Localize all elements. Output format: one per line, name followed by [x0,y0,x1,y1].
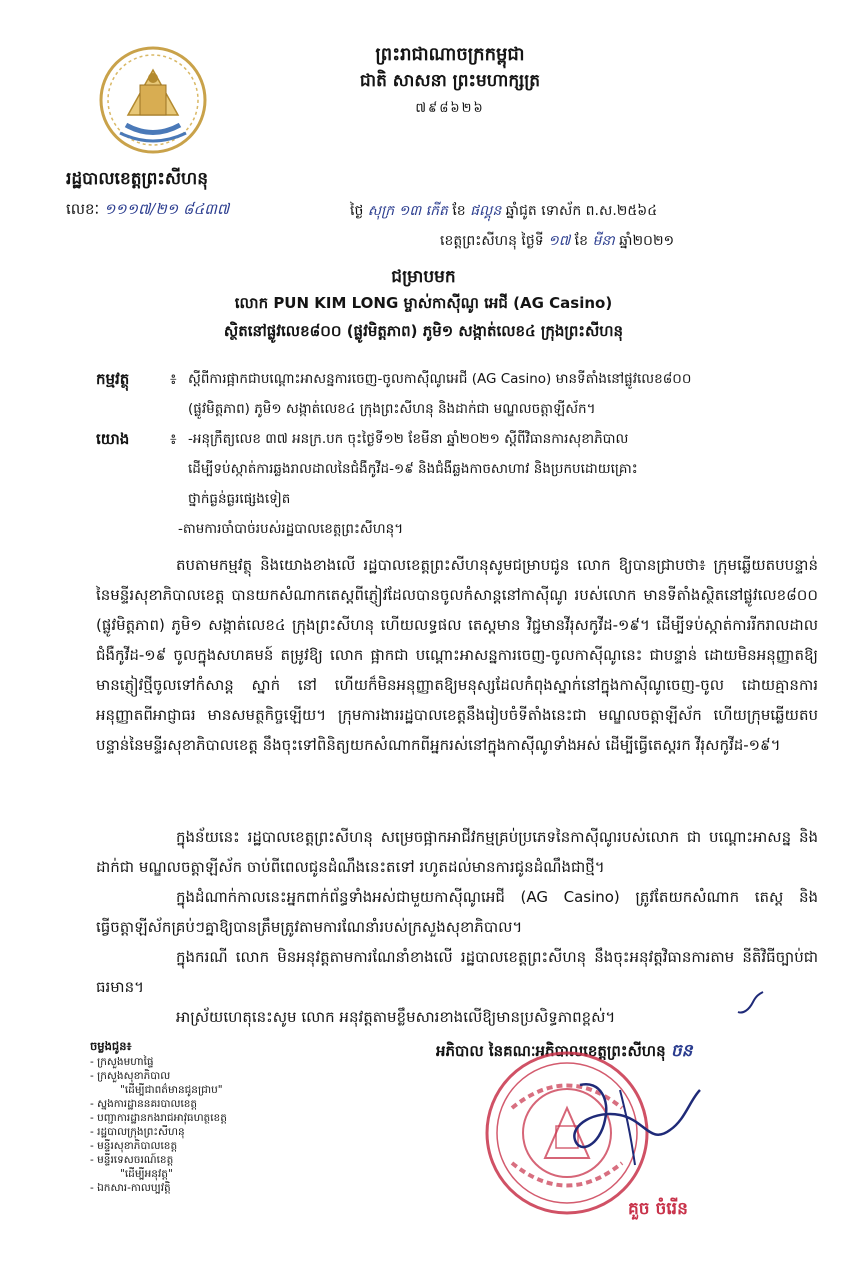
subject-line-2: (ផ្លូវមិត្តភាព) ភូមិ១ សង្កាត់លេខ៤ ក្រុងព្រះសីហនុ និងដាក់ជា មណ្ឌលចត្តាឡីស័ក។ [188,401,596,417]
motto-ornament: ៧៩៨៦២៦ [415,101,485,116]
lunar-day-handwritten: សុក្រ ១៣ កើត [367,203,448,219]
reference-line-1: -អនុក្រឹត្យលេខ ៣៧ អនក្រ.បក ចុះថ្ងៃទី១២ ខែមីនា ឆ្នាំ២០២១ ស្តីពីវិធានការសុខាភិបាល [188,431,629,447]
lunar-year: ឆ្នាំជូត ទោស័ក ព.ស.២៥៦៤ [505,203,658,219]
subject-label: កម្មវត្ថុ [96,370,130,388]
lunar-month-handwritten: ផល្គុន [470,203,502,219]
solar-date [440,231,674,252]
reference-line-3: ថ្នាក់ធ្ងន់ធ្ងរផ្សេងទៀត [188,491,291,507]
cc-heading: ចម្លងជូន៖ [90,1039,132,1053]
body-paragraph-2: ក្នុងន័យនេះ រដ្ឋបាលខេត្តព្រះសីហនុ សម្រេចផ្អាកអាជីវកម្មគ្រប់ប្រភេទនៃកាស៊ីណូរបស់លោក ជា បណ្តោះអាសន្ន និងដាក់ជា មណ្ឌលចត្តាឡីស័ក ចាប់ពីពេលជូនដំណឹងនេះតទៅ រហូតដល់មានការជូនដំណឹងជាថ្មី។ [96,828,818,876]
reference-line-4: -តាមការចាំបាច់របស់រដ្ឋបាលខេត្តព្រះសីហនុ។ [178,521,404,537]
solar-year: ឆ្នាំ២០២១ [619,233,675,249]
solar-prefix: ខេត្តព្រះសីហនុ ថ្ងៃទី [440,233,544,249]
solar-month-label: ខែ [574,233,588,249]
reference-number [66,200,229,222]
cc-item: - ក្រសួងសុខាភិបាល [90,1070,171,1082]
lunar-date [350,201,657,222]
cc-item-note: "ដើម្បីអនុវត្ត" [120,1168,173,1180]
paragraph-end-mark [735,990,765,1018]
lunar-month-label: ខែ [452,203,466,219]
cc-item-note: "ដើម្បីជាពត៌មានជូនជ្រាប" [120,1084,223,1096]
issuer-name: រដ្ឋបាលខេត្តព្រះសីហនុ [66,169,209,189]
solar-day-handwritten: ១៧ [548,233,571,249]
ref-number-handwritten: ១១១៧/២១ ៨៤៣៧ [103,200,230,218]
cc-item: - មន្ទីរសុខាភិបាលខេត្ត [90,1140,178,1152]
kingdom-title: ព្រះរាជាណាចក្រកម្ពុជា [375,44,525,65]
signer-name: គួច ចំរើន [628,1199,688,1219]
body-paragraph-1: តបតាមកម្មវត្ថុ និងយោងខាងលើ រដ្ឋបាលខេត្តព្រះសីហនុសូមជម្រាបជូន លោក ឱ្យបានជ្រាបថា៖ ក្រុមឆ្លើយតបបន្ទាន់ នៃមន្ទីរសុខាភិបាលខេត្ត បានយកសំណាកតេស្តពីភ្ញៀវដែលបានចូលកំសាន្តនៅកាស៊ីណូ របស់លោក មានទីតាំងស្ថិតនៅផ្លូវលេខ៨០០ (ផ្លូវមិត្តភាព) ភូមិ១ សង្កាត់លេខ៤ ក្រុងព្រះសីហនុ ហើយលទ្ធផល តេស្តមាន វិជ្ជមានវីរុសកូវីដ-១៩។ ដើម្បីទប់ស្កាត់ការរីករាលដាលជំងឺកូវីដ-១៩ ចូលក្នុងសហគមន៍ តម្រូវឱ្យ លោក ផ្អាកជា បណ្តោះអាសន្នការចេញ-ចូលកាស៊ីណូនេះ ជាបន្ទាន់ ដោយមិនអនុញ្ញាតឱ្យមានភ្ញៀវថ្មីចូលទៅកំសាន្ត ស្នាក់ នៅ ហើយក៏មិនអនុញ្ញាតឱ្យមនុស្សដែលកំពុងស្នាក់នៅក្នុងកាស៊ីណូចេញ-ចូល ដោយគ្មានការអនុញ្ញាតពីអាជ្ញាធរ មានសមត្ថកិច្ចឡើយ។ ក្រុមការងាររដ្ឋបាលខេត្តនឹងរៀបចំទីតាំងនេះជា មណ្ឌលចត្តាឡីស័ក ហើយក្រុមឆ្លើយតប បន្ទាន់នៃមន្ទីរសុខាភិបាលខេត្ត នឹងចុះទៅពិនិត្យយកសំណាកពីអ្នករស់នៅក្នុងកាស៊ីណូទាំងអស់ ដើម្បីធ្វើតេស្តរក វីរុសកូវីដ-១៩។ [96,556,818,754]
cc-item: - បញ្ជាការដ្ឋានកងរាជអាវុធហត្ថខេត្ត [90,1112,227,1124]
ref-label: លេខៈ [66,200,100,218]
emblem [98,45,208,155]
lunar-prefix: ថ្ងៃ [350,203,364,219]
handwritten-signature [560,1070,710,1170]
national-motto: ជាតិ សាសនា ព្រះមហាក្សត្រ [359,71,541,91]
subject-line-1: ស្តីពីការផ្អាកជាបណ្តោះអាសន្នការចេញ-ចូលកាស៊ីណូអេជី (AG Casino) មានទីតាំងនៅផ្លូវលេខ៨០០ [188,371,692,387]
signer-title: អភិបាល នៃគណៈអភិបាលខេត្តព្រះសីហនុ [436,1042,666,1060]
reference-label: យោង [96,430,130,448]
recipient-heading: ជម្រាបមក [391,267,456,287]
solar-month-handwritten: មីនា [592,233,615,249]
reference-colon: ៖ [170,430,177,448]
body-paragraph-3: ក្នុងដំណាក់កាលនេះអ្នកពាក់ព័ន្ធទាំងអស់ជាមួយកាស៊ីណូអេជី (AG Casino) ត្រូវតែយកសំណាក តេស្ត និងធ្វើចត្តាឡីស័កគ្រប់ៗគ្នាឱ្យបានត្រឹមត្រូវតាមការណែនាំរបស់ក្រសួងសុខាភិបាល។ [96,888,818,936]
cc-item: - មន្ទីរទេសចរណ៍ខេត្ត [90,1154,174,1166]
cc-item: - ក្រសួងមហាផ្ទៃ [90,1056,154,1068]
recipient-address: ស្ថិតនៅផ្លូវលេខ៨០០ (ផ្លូវមិត្តភាព) ភូមិ១ សង្កាត់លេខ៤ ក្រុងព្រះសីហនុ [223,322,624,340]
subject-colon: ៖ [170,370,177,388]
body-paragraph-5: អាស្រ័យហេតុនេះសូម លោក អនុវត្តតាមខ្លឹមសារខាងលើឱ្យមានប្រសិទ្ធភាពខ្ពស់។ [176,1008,616,1026]
recipient-name: លោក PUN KIM LONG ម្ចាស់កាស៊ីណូ អេជី (AG Casino) [234,294,613,312]
cc-item: - រដ្ឋបាលក្រុងព្រះសីហនុ [90,1126,185,1138]
reference-line-2: ដើម្បីទប់ស្កាត់ការឆ្លងរាលដាលនៃជំងឺកូវីដ-១៩ និងជំងឺឆ្លងកាចសាហាវ និងប្រកបដោយគ្រោះ [188,461,638,477]
cc-item: - ស្នងការដ្ឋាននគរបាលខេត្ត [90,1098,198,1110]
cc-item: - ឯកសារ-កាលប្បវត្តិ [90,1182,171,1194]
body-paragraph-4: ក្នុងករណី លោក មិនអនុវត្តតាមការណែនាំខាងលើ រដ្ឋបាលខេត្តព្រះសីហនុ នឹងចុះអនុវត្តវិធានការតាម នីតិវិធីច្បាប់ជាធរមាន។ [96,948,818,996]
signer-initials: ចន [670,1041,693,1061]
